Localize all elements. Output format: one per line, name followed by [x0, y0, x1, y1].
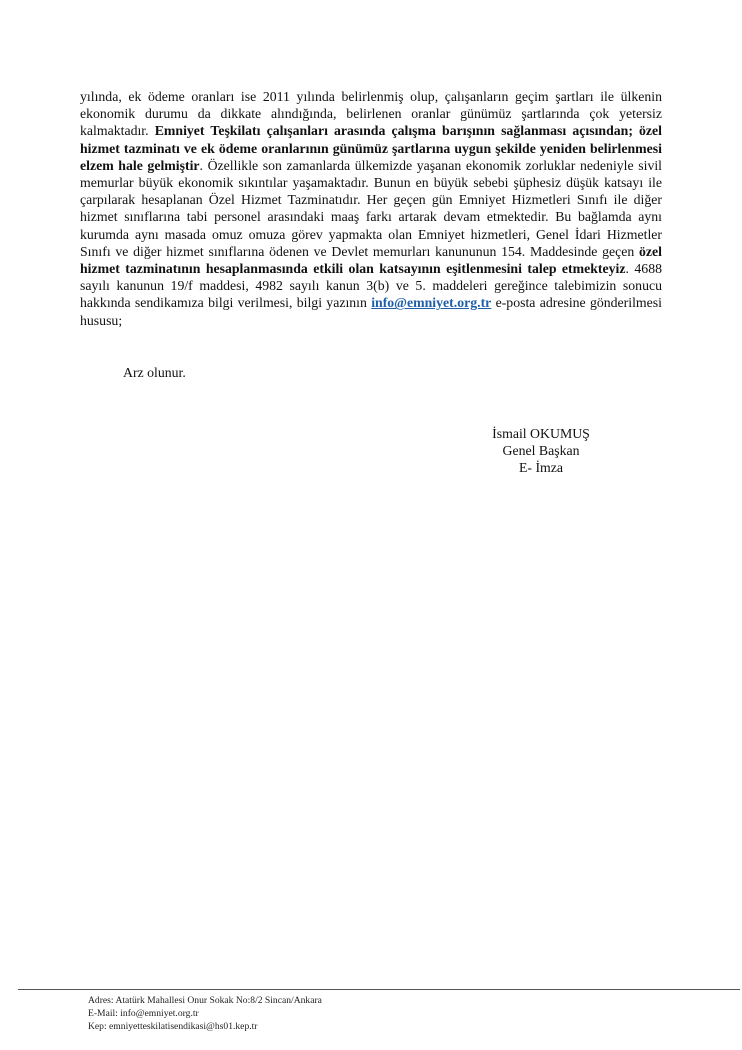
footer-address: Adres: Atatürk Mahallesi Onur Sokak No:8/2 Sincan/Ankara — [88, 995, 322, 1006]
signatory-title: Genel Başkan — [502, 443, 580, 458]
page-footer — [88, 994, 322, 1033]
body-text-segment: yılında, ek ödeme oranları ise 2011 yılında belirlenmiş olup, çalışanların geçim şartları ile ülkenin ekonomik durumu da dikkate alındığında, belirlenen oranlar günümüz şartlarında çok yetersiz kalmaktadır. — [80, 89, 662, 139]
body-bold-segment: özel hizmet tazminatının hesaplanmasında etkili olan katsayının eşitlenmesini talep etmekteyiz — [80, 243, 662, 277]
body-bold-segment: Emniyet Teşkilatı çalışanları arasında çalışma barışının sağlanması açısından; özel hizmet tazminatı ve ek ödeme oranlarının günümüz şartlarına uygun şekilde yeniden belirlenmesi elzem hale gelmiştir — [80, 123, 662, 173]
letter-body-paragraph — [80, 88, 662, 329]
body-text-segment: e-posta adresine gönderilmesi hususu; — [80, 295, 662, 328]
signature-block — [478, 425, 604, 476]
body-text-segment: . Özellikle son zamanlarda ülkemizde yaşanan ekonomik zorluklar nedeniyle sivil memurlar büyük ekonomik sıkıntılar yaşamaktadır. Bunun en büyük sebebi şüphesiz düşük katsayı ile çarpılarak hesaplanan Özel Hizmet Tazminatıdır. Her geçen gün Emniyet Hizmetleri Sınıfı ile diğer hizmet sınıflarına tabi personel arasındaki maaş farkı artarak devam etmektedir. Bu bağlamda aynı kurumda aynı masada omuz omuza görev yapmakta olan Emniyet hizmetleri, Genel İdari Hizmetler Sınıfı ve diğer hizmet sınıflarına ödenen ve Devlet memurları kanununun 154. Maddesinde geçen — [80, 157, 663, 259]
footer-kep: Kep: emniyetteskilatisendikasi@hs01.kep.tr — [88, 1021, 258, 1032]
footer-divider — [18, 989, 740, 990]
signature-type: E- İmza — [518, 460, 564, 475]
body-text-segment: . 4688 sayılı kanunun 19/f maddesi, 4982 sayılı kanun 3(b) ve 5. maddeleri gereğince talebimizin sonucu hakkında sendikamıza bilgi verilmesi, bilgi yazının — [80, 261, 662, 311]
closing-line: Arz olunur. — [123, 365, 186, 380]
signatory-name: İsmail OKUMUŞ — [492, 426, 590, 441]
footer-email: E-Mail: info@emniyet.org.tr — [88, 1008, 199, 1019]
email-link[interactable]: info@emniyet.org.tr — [371, 295, 492, 311]
